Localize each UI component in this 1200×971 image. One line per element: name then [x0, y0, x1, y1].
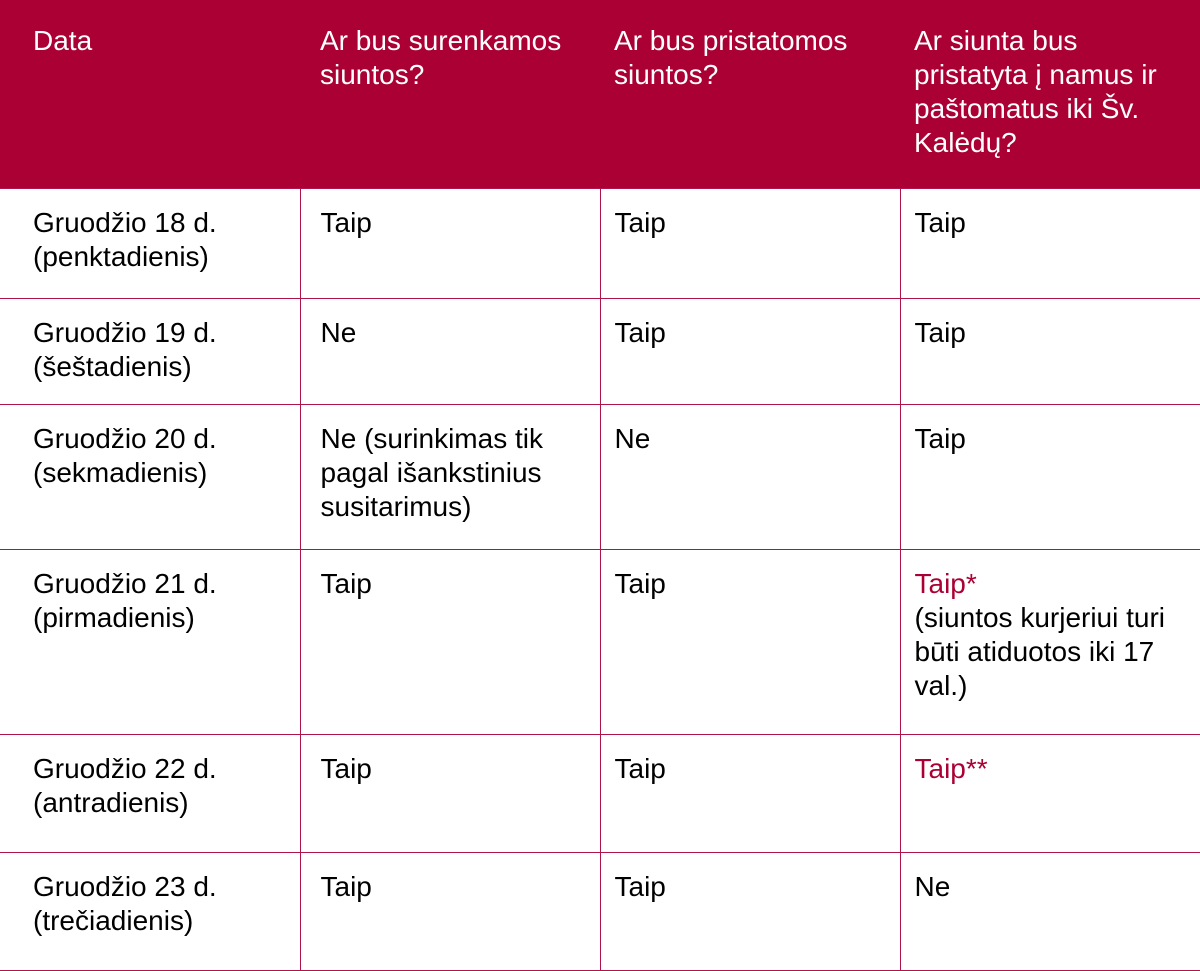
before-christmas-value: Taip	[914, 206, 966, 238]
weekday-text: (antradienis)	[33, 786, 189, 818]
weekday-text: (pirmadienis)	[33, 601, 195, 633]
delivered-cell: Taip	[600, 549, 900, 734]
before-christmas-cell	[900, 188, 1200, 298]
date-text: Gruodžio 18 d.	[33, 206, 217, 238]
weekday-text: (šeštadienis)	[33, 350, 192, 382]
table-row	[0, 298, 1200, 404]
header-before-christmas: Ar siunta bus pristatyta į namus ir paštomatus iki Šv. Kalėdų?	[900, 0, 1200, 188]
date-cell	[0, 404, 300, 549]
date-cell	[0, 298, 300, 404]
weekday-text: (sekmadienis)	[33, 456, 208, 488]
collected-cell: Taip	[300, 188, 600, 298]
date-text: Gruodžio 21 d.	[33, 567, 217, 599]
date-text: Gruodžio 19 d.	[33, 316, 217, 348]
before-christmas-note: (siuntos kurjeriui turi būti atiduotos iki 17 val.)	[914, 601, 1166, 701]
delivered-cell: Taip	[600, 734, 900, 852]
table-row	[0, 852, 1200, 970]
before-christmas-value-highlight: Taip**	[914, 752, 988, 784]
before-christmas-value: Taip	[914, 316, 966, 348]
date-cell	[0, 188, 300, 298]
table-row	[0, 734, 1200, 852]
before-christmas-cell	[900, 298, 1200, 404]
collected-cell: Ne	[300, 298, 600, 404]
date-cell	[0, 549, 300, 734]
header-date: Data	[0, 0, 300, 188]
table-row	[0, 549, 1200, 734]
delivered-cell: Taip	[600, 852, 900, 970]
table-row	[0, 404, 1200, 549]
delivered-cell: Taip	[600, 298, 900, 404]
weekday-text: (trečiadienis)	[33, 904, 194, 936]
delivered-cell: Taip	[600, 188, 900, 298]
header-row	[0, 0, 1200, 188]
table-header	[0, 0, 1200, 188]
header-delivered: Ar bus pristatomos siuntos?	[600, 0, 900, 188]
weekday-text: (penktadienis)	[33, 240, 209, 272]
date-text: Gruodžio 23 d.	[33, 870, 217, 902]
before-christmas-cell	[900, 734, 1200, 852]
before-christmas-cell	[900, 404, 1200, 549]
date-cell	[0, 734, 300, 852]
date-text: Gruodžio 20 d.	[33, 422, 217, 454]
date-cell	[0, 852, 300, 970]
date-text: Gruodžio 22 d.	[33, 752, 217, 784]
before-christmas-value-highlight: Taip*	[914, 567, 977, 599]
collected-cell: Taip	[300, 734, 600, 852]
collected-cell: Taip	[300, 852, 600, 970]
before-christmas-value: Taip	[914, 422, 966, 454]
delivered-cell: Ne	[600, 404, 900, 549]
collected-cell: Ne (surinkimas tik pagal išankstinius susitarimus)	[300, 404, 600, 549]
header-collected: Ar bus surenkamos siuntos?	[300, 0, 600, 188]
before-christmas-value: Ne	[914, 870, 951, 902]
before-christmas-cell	[900, 549, 1200, 734]
table-body	[0, 188, 1200, 970]
before-christmas-cell	[900, 852, 1200, 970]
table-row	[0, 188, 1200, 298]
collected-cell: Taip	[300, 549, 600, 734]
